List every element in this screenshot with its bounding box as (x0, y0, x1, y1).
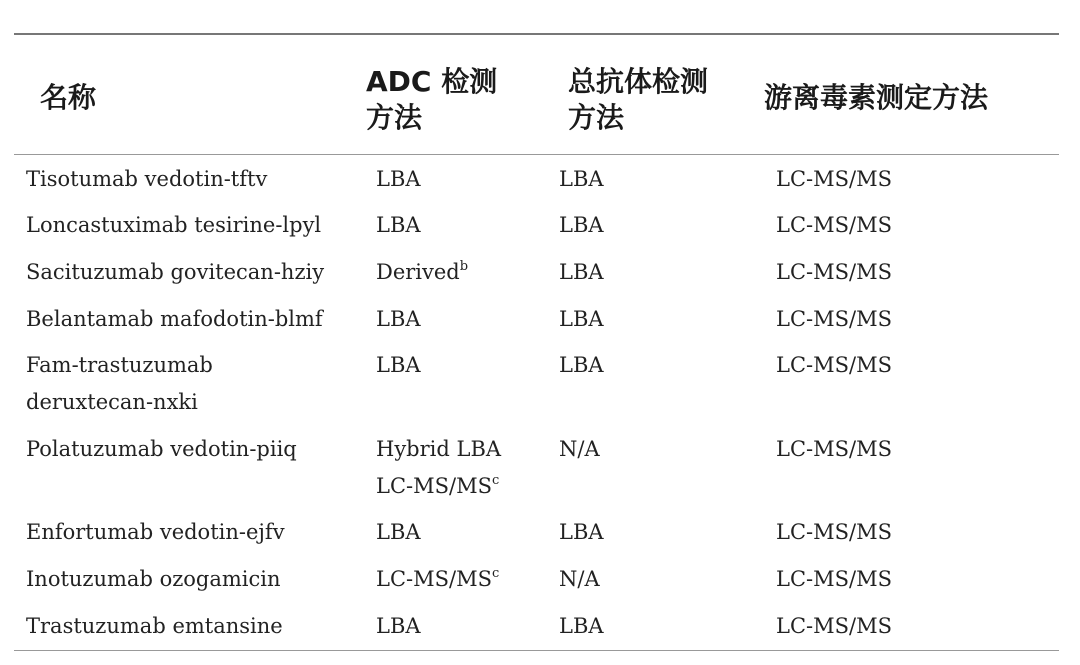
row-5-free: LC-MS/MS (776, 437, 892, 461)
header-total-antibody-method: 总抗体检测 方法 (568, 65, 709, 134)
row-0-adc: LBA (376, 167, 421, 191)
row-5-adc: Hybrid LBA $LC-MS/MS^c$ (376, 437, 502, 498)
row-6-name: Enfortumab vedotin-ejfv (26, 520, 285, 544)
header-free-toxin-method: 游离毒素测定方法 (764, 81, 989, 114)
row-8-free: LC-MS/MS (776, 614, 892, 638)
row-1-free: LC-MS/MS (776, 213, 892, 237)
row-1-name: Loncastuximab tesirine-lpyl (26, 213, 322, 237)
row-7-adc: $LC-MS/MS^c$ (376, 566, 500, 591)
row-2-total: LBA (559, 260, 604, 284)
row-4-total: LBA (559, 353, 604, 377)
header-name: 名称 (40, 81, 97, 114)
row-4-free: LC-MS/MS (776, 353, 892, 377)
row-0-name: Tisotumab vedotin-tftv (26, 167, 268, 191)
row-8-total: LBA (559, 614, 604, 638)
row-5-total: N/A (559, 437, 600, 461)
row-1-adc: LBA (376, 213, 421, 237)
row-6-total: LBA (559, 520, 604, 544)
row-3-total: LBA (559, 307, 604, 331)
row-0-total: LBA (559, 167, 604, 191)
row-3-adc: LBA (376, 307, 421, 331)
row-3-name: Belantamab mafodotin-blmf (26, 307, 323, 331)
row-8-adc: LBA (376, 614, 421, 638)
row-1-total: LBA (559, 213, 604, 237)
row-8-name: Trastuzumab emtansine (26, 614, 283, 638)
row-7-total: N/A (559, 567, 600, 591)
row-2-name: Sacituzumab govitecan-hziy (26, 260, 325, 284)
row-2-adc: Derived$^b$ (376, 259, 469, 284)
row-7-name: Inotuzumab ozogamicin (26, 567, 281, 591)
row-6-free: LC-MS/MS (776, 520, 892, 544)
row-4-adc: LBA (376, 353, 421, 377)
table-top-rule (14, 33, 1059, 35)
row-7-free: LC-MS/MS (776, 567, 892, 591)
row-0-free: LC-MS/MS (776, 167, 892, 191)
header-divider-rule (14, 154, 1059, 155)
row-5-name: Polatuzumab vedotin-piiq (26, 437, 297, 461)
header-adc-method: ADC 检测 方法 (366, 65, 498, 134)
row-6-adc: LBA (376, 520, 421, 544)
row-3-free: LC-MS/MS (776, 307, 892, 331)
row-4-name: Fam-trastuzumab deruxtecan-nxki (26, 353, 213, 414)
table-bottom-rule (14, 650, 1059, 651)
row-2-free: LC-MS/MS (776, 260, 892, 284)
